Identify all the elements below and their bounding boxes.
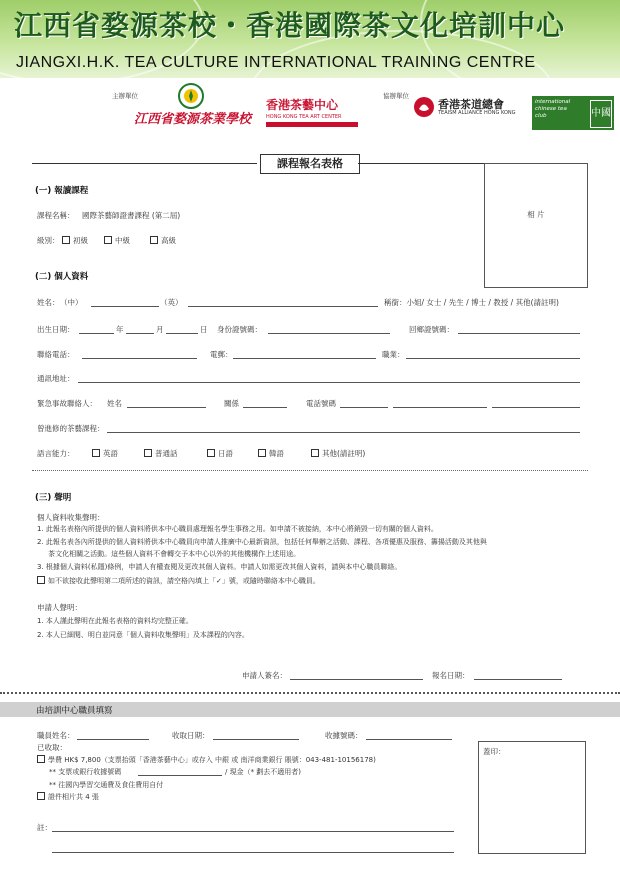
emergency-phone-field-3[interactable] <box>492 407 580 408</box>
job-label: 職業： <box>382 350 405 359</box>
emergency-phone-label: 電話號碼 <box>306 399 336 408</box>
signature-label: 申請人簽名： <box>242 671 287 680</box>
optout-row[interactable] <box>37 576 320 586</box>
tea-alliance-english: TEAISM ALLIANCE HONG KONG <box>438 110 516 116</box>
receipt-number-field[interactable] <box>366 739 452 740</box>
name-english-field[interactable] <box>188 306 378 307</box>
emergency-name-label: 姓名 <box>107 399 122 408</box>
school-name-calligraphy: 江西省婺源茶業學校 <box>134 112 252 127</box>
signature-field[interactable] <box>290 679 423 680</box>
language-korean-checkbox[interactable] <box>258 449 266 457</box>
banner-title-chinese: 江西省婺源茶校・香港國際茶文化培訓中心 <box>14 9 566 42</box>
name-english-label: （英） <box>160 298 183 307</box>
phone-label: 聯絡電話： <box>37 350 75 359</box>
cheque-label: ** 支票或銀行收據號碼 <box>49 768 122 776</box>
privacy-item-1: 1. 此報名表格內所提供的個人資料將供本中心職員處理報名學生事務之用。如申請不被接納，本中心將銷毀一切有關的個人資料。 <box>37 525 438 533</box>
level-intermediate-checkbox[interactable] <box>104 236 112 244</box>
title-label: 稱銜：小姐/ 女士 / 先生 / 博士 / 教授 / 其他(請註明) <box>384 298 559 307</box>
photo-count-checkbox[interactable] <box>37 792 45 800</box>
privacy-title: 個人資料收集聲明： <box>37 513 105 522</box>
level-advanced-checkbox[interactable] <box>150 236 158 244</box>
form-title: 課程報名表格 <box>260 154 360 174</box>
language-mandarin-checkbox[interactable] <box>144 449 152 457</box>
level-advanced-option[interactable]: 高級 <box>150 235 176 246</box>
return-permit-field[interactable] <box>458 333 580 334</box>
language-other-option[interactable]: 其他(請註明) <box>311 448 365 459</box>
stamp-label: 蓋印： <box>483 747 506 756</box>
remark-field-1[interactable] <box>52 831 454 832</box>
applicant-item-2: 2. 本人已細閱、明白並同意「個人資料收集聲明」及本課程的內容。 <box>37 631 249 639</box>
fee-checkbox[interactable] <box>37 755 45 763</box>
name-chinese-label: （中） <box>60 298 83 307</box>
language-korean-option[interactable]: 韓語 <box>258 448 284 459</box>
level-beginner-checkbox[interactable] <box>62 236 70 244</box>
optout-checkbox[interactable] <box>37 576 45 584</box>
section3-heading: (三) 聲明 <box>35 493 72 503</box>
applicant-item-1: 1. 本人謹此聲明在此報名表格的資料均完整正確。 <box>37 617 193 625</box>
cheque-number-field[interactable] <box>138 775 222 776</box>
job-field[interactable] <box>406 358 580 359</box>
language-japanese-option[interactable]: 日語 <box>207 448 233 459</box>
return-permit-label: 回鄉證號碼： <box>409 325 454 334</box>
section1-heading: (一) 報讀課程 <box>35 186 89 196</box>
tea-alliance-emblem-icon <box>413 96 435 118</box>
course-value: 國際茶藝師證書課程 (第二屆) <box>82 211 181 220</box>
language-other-checkbox[interactable] <box>311 449 319 457</box>
dob-day-field[interactable] <box>166 333 198 334</box>
dob-label: 出生日期： <box>37 325 75 334</box>
language-label: 語言能力： <box>37 449 75 458</box>
photo-label: 相 片 <box>527 210 545 219</box>
emergency-phone-field-2[interactable] <box>393 407 487 408</box>
emergency-name-field[interactable] <box>127 407 206 408</box>
section2-heading: (二) 個人資料 <box>35 272 89 282</box>
coorganizer-label: 協辦單位 <box>383 92 409 100</box>
emergency-relation-field[interactable] <box>243 407 287 408</box>
photo-box <box>484 163 588 288</box>
name-chinese-field[interactable] <box>91 306 159 307</box>
language-english-option[interactable]: 英語 <box>92 448 118 459</box>
received-label: 已收取： <box>37 743 67 752</box>
applicant-declaration-title: 申請人聲明： <box>37 603 82 612</box>
optout-text: 如不欲接收此聲明第二項所述的資訊，請空格內填上「✓」號，或隨時聯絡本中心職員。 <box>48 577 320 585</box>
name-label: 姓名： <box>37 298 60 307</box>
tea-art-center-subtitle: HONG KONG TEA ART CENTER <box>266 114 342 120</box>
received-date-field[interactable] <box>213 739 299 740</box>
id-field[interactable] <box>268 333 390 334</box>
level-intermediate-option[interactable]: 中級 <box>104 235 130 246</box>
banner-title-english: JIANGXI.H.K. TEA CULTURE INTERNATIONAL TRAINING CENTRE <box>16 54 536 71</box>
privacy-item-2: 2. 此報名表各內所提供的個人資料將供本中心職員向申請人推廣中心最新資訊，包括任何舉辦之活動、課程、各項優惠及服務、籌揚活動及其他與 <box>37 538 487 546</box>
level-label: 級別： <box>37 236 60 245</box>
dob-month-field[interactable] <box>126 333 154 334</box>
privacy-item-3: 3. 根據個人資料(私隱)條例，申請人有權查閱及更改其個人資料。申請人如需更改其個人資料，請與本中心職員聯絡。 <box>37 563 402 571</box>
office-divider <box>0 692 620 694</box>
remark-label: 註： <box>37 823 52 832</box>
receipt-number-label: 收據號碼： <box>325 731 363 740</box>
application-date-field[interactable] <box>474 679 562 680</box>
address-field[interactable] <box>78 382 580 383</box>
emergency-relation-label: 關係 <box>224 399 239 408</box>
address-label: 通訊地址： <box>37 374 75 383</box>
section-divider <box>32 470 588 471</box>
international-tea-club-logo: international chinese tea club 中國 <box>532 96 614 130</box>
phone-field[interactable] <box>82 358 197 359</box>
stamp-box <box>478 741 586 854</box>
staff-name-label: 職員姓名： <box>37 731 75 740</box>
photo-count-text: 證件相片共 4 張 <box>48 793 99 801</box>
dob-year-field[interactable] <box>79 333 114 334</box>
emergency-phone-field-1[interactable] <box>340 407 388 408</box>
tea-alliance-name: 香港茶道總會 <box>438 98 504 111</box>
fee-row[interactable] <box>37 755 376 765</box>
school-emblem-icon <box>178 83 204 109</box>
application-date-label: 報名日期： <box>432 671 470 680</box>
email-label: 電郵： <box>210 350 233 359</box>
dob-year-label: 年 <box>116 325 124 334</box>
dob-month-label: 月 <box>156 325 164 334</box>
course-label: 課程名稱： <box>37 211 75 220</box>
language-english-checkbox[interactable] <box>92 449 100 457</box>
tea-art-center-logo <box>266 96 366 134</box>
received-date-label: 收取日期： <box>172 731 210 740</box>
dob-day-label: 日 <box>200 325 208 334</box>
prior-course-label: 曾進修的茶藝課程： <box>37 424 105 433</box>
prior-course-field[interactable] <box>107 432 580 433</box>
fee-text: 學費 HK$ 7,800（支票抬頭「香港茶藝中心」或存入 中銀 或 南洋商業銀行 賬號：043-481-10156178) <box>48 756 376 764</box>
photo-count-row[interactable] <box>37 792 99 802</box>
remark-field-2[interactable] <box>52 852 454 853</box>
tea-art-center-name: 香港茶藝中心 <box>266 98 339 112</box>
id-label: 身份證號碼： <box>217 325 262 334</box>
office-heading: 由培訓中心職員填寫 <box>36 706 113 716</box>
level-beginner-option[interactable]: 初級 <box>62 235 88 246</box>
staff-name-field[interactable] <box>77 739 149 740</box>
email-field[interactable] <box>233 358 376 359</box>
language-mandarin-option[interactable]: 普通話 <box>144 448 178 459</box>
language-japanese-checkbox[interactable] <box>207 449 215 457</box>
organizer-label: 主辦單位 <box>112 92 138 100</box>
emergency-contact-label: 緊急事故聯絡人： <box>37 399 97 408</box>
privacy-item-2-cont: 茶文化相關之活動。這些個人資料不會轉交予本中心以外的其他機構作上述用途。 <box>37 550 301 558</box>
travel-note: ** 往國內學習交通費及食住費用自付 <box>49 781 164 789</box>
cash-label: / 現金（* 劃去不適用者) <box>225 768 302 776</box>
